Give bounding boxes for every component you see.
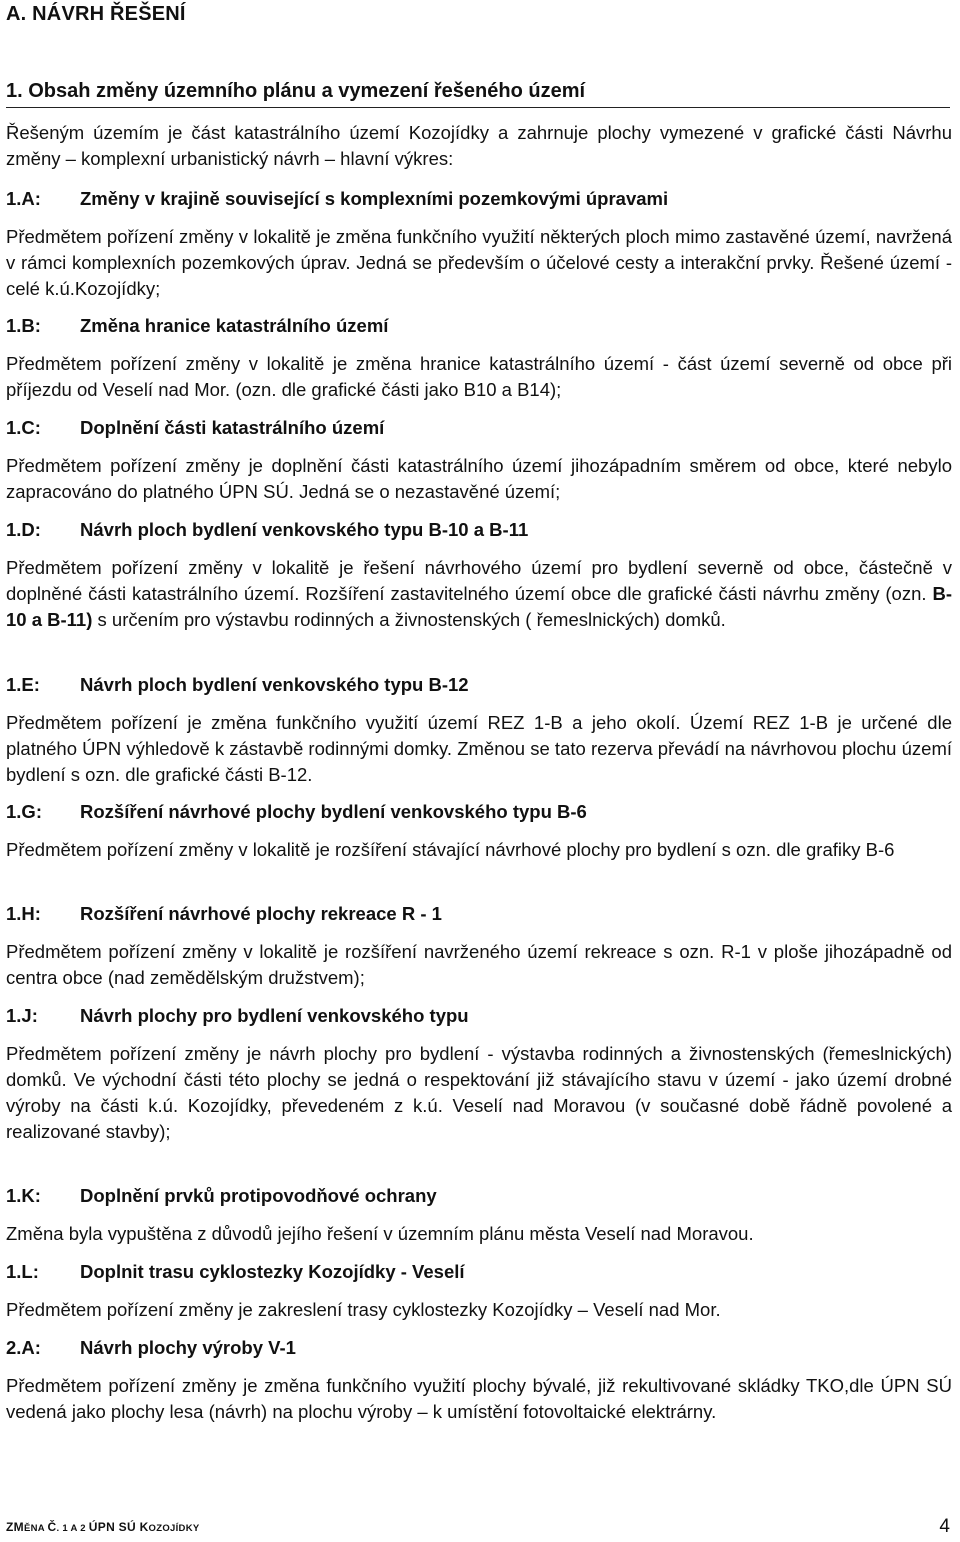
- footer-text: OZOJÍDKY: [148, 1523, 200, 1534]
- footer-text: ÚPN SÚ K: [88, 1520, 149, 1534]
- item-heading: [6, 672, 952, 698]
- item-heading: [6, 901, 952, 927]
- item-body: Předmětem pořízení změny je zakreslení trasy cyklostezky Kozojídky – Veselí nad Mor.: [6, 1299, 721, 1320]
- footer-text: A: [70, 1523, 81, 1534]
- item-title: Změny v krajině související s komplexními pozemkovými úpravami: [80, 188, 669, 209]
- footer-text: Č: [47, 1520, 57, 1534]
- item-body: Změna byla vypuštěna z důvodů jejího řešení v územním plánu města Veselí nad Moravou.: [6, 1223, 754, 1244]
- item-code: 1.L:: [6, 1261, 39, 1282]
- item-code: 1.K:: [6, 1185, 41, 1206]
- item-title: Doplnění prvků protipovodňové ochrany: [80, 1185, 437, 1206]
- item-heading: [6, 313, 952, 339]
- item-code: 1.E:: [6, 674, 40, 695]
- item-body: Předmětem pořízení změny v lokalitě je změna funkčního využití některých ploch mimo zastavěné území, navržená v rámci komplexních pozemkových úprav. Jedná se především o účelové cesty a interakční prvky. Řešené území - celé k.ú.Kozojídky;: [6, 226, 952, 299]
- item-heading: [6, 799, 952, 825]
- footer-text: ZM: [6, 1520, 24, 1534]
- item-body: Předmětem pořízení změny v lokalitě je změna hranice katastrálního území - část území severně od obce při příjezdu od Veselí nad Mor. (ozn. dle grafické části jako B10 a B14);: [6, 353, 952, 400]
- item-title: Změna hranice katastrálního území: [80, 315, 389, 336]
- item-title: Doplnit trasu cyklostezky Kozojídky - Veselí: [80, 1261, 465, 1282]
- item-code: 2.A:: [6, 1337, 41, 1358]
- item-1b: [6, 313, 952, 403]
- item-code: 1.G:: [6, 801, 42, 822]
- page-number: 4: [939, 1516, 950, 1537]
- item-1e: [6, 672, 952, 788]
- item-body-emphasis: B-10 a B-11): [6, 583, 952, 630]
- item-title: Rozšíření návrhové plochy bydlení venkovského typu B-6: [80, 801, 587, 822]
- item-1a: [6, 186, 952, 302]
- item-body: Předmětem pořízení změny je návrh plochy pro bydlení - výstavba rodinných a živnostenských (řemeslnických) domků. Ve východní části této plochy se jedná o respektování již stávajícího stavu v území - jako území drobné výroby na části k.ú. Kozojídky, převedeném z k.ú. Veselí nad Moravou (v současné době řádně povolené a realizované stavby);: [6, 1043, 952, 1142]
- item-code: 1.B:: [6, 315, 41, 336]
- item-body: Předmětem pořízení změny v lokalitě je rozšíření navrženého území rekreace s ozn. R-1 v ploše jihozápadně od centra obce (nad zemědělským družstvem);: [6, 941, 952, 988]
- item-1l: [6, 1259, 952, 1323]
- item-body: Předmětem pořízení je změna funkčního využití území REZ 1-B a jeho okolí. Území REZ 1-B je určené dle platného ÚPN výhledově k zástavbě rodinnými domky. Změnou se tato rezerva převádí na návrhovou plochu území bydlení s ozn. dle grafické části B-12.: [6, 712, 952, 785]
- item-title: Návrh plochy výroby V-1: [80, 1337, 296, 1358]
- item-heading: [6, 186, 952, 212]
- footer-text: 2: [80, 1523, 89, 1534]
- item-2a: [6, 1335, 952, 1425]
- item-1j: [6, 1003, 952, 1145]
- item-title: Rozšíření návrhové plochy rekreace R - 1: [80, 903, 442, 924]
- item-1d: [6, 517, 952, 633]
- item-title: Návrh ploch bydlení venkovského typu B-10 a B-11: [80, 519, 529, 540]
- item-code: 1.D:: [6, 519, 41, 540]
- item-code: 1.H:: [6, 903, 41, 924]
- footer-text: ĚNA: [23, 1523, 48, 1534]
- footer-text: . 1: [56, 1523, 71, 1534]
- item-1g: [6, 799, 952, 863]
- item-heading: [6, 415, 952, 441]
- item-title: Doplnění části katastrálního území: [80, 417, 385, 438]
- document-title: A. NÁVRH ŘEŠENÍ: [6, 3, 186, 25]
- item-body-text: Předmětem pořízení změny v lokalitě je řešení návrhového území pro bydlení severně od obce, částečně v doplněné části katastrálního území. Rozšíření zastavitelného území obce dle grafické části návrhu změny (ozn.: [6, 557, 952, 604]
- item-heading: [6, 1335, 952, 1361]
- item-body: Předmětem pořízení změny je změna funkčního využití plochy bývalé, již rekultivované skládky TKO,dle ÚPN SÚ vedená jako plochy lesa (návrh) na plochu výroby – k umístění fotovoltaické elektrárny.: [6, 1375, 952, 1422]
- item-heading: [6, 1259, 952, 1285]
- item-body: Předmětem pořízení změny v lokalitě je rozšíření stávající návrhové plochy pro bydlení s ozn. dle grafiky B-6: [6, 839, 895, 860]
- item-body: Předmětem pořízení změny je doplnění části katastrálního území jihozápadním směrem od obce, které nebylo zapracováno do platného ÚPN SÚ. Jedná se o nezastavěné území;: [6, 455, 952, 502]
- footer-document-name: [6, 1520, 200, 1534]
- item-title: Návrh plochy pro bydlení venkovského typu: [80, 1005, 469, 1026]
- item-1h: [6, 901, 952, 991]
- item-code: 1.J:: [6, 1005, 38, 1026]
- item-code: 1.A:: [6, 188, 41, 209]
- item-body-text-end: s určením pro výstavbu rodinných a živnostenských ( řemeslnických) domků.: [92, 609, 726, 630]
- item-body: [6, 555, 952, 633]
- item-1k: [6, 1183, 952, 1247]
- item-heading: [6, 1183, 952, 1209]
- item-1c: [6, 415, 952, 505]
- section-heading: 1. Obsah změny územního plánu a vymezení řešeného území: [6, 80, 950, 108]
- item-heading: [6, 1003, 952, 1029]
- intro-paragraph: Řešeným územím je část katastrálního území Kozojídky a zahrnuje plochy vymezené v grafické části Návrhu změny – komplexní urbanistický návrh – hlavní výkres:: [6, 122, 952, 169]
- item-heading: [6, 517, 952, 543]
- item-title: Návrh ploch bydlení venkovského typu B-12: [80, 674, 469, 695]
- item-code: 1.C:: [6, 417, 41, 438]
